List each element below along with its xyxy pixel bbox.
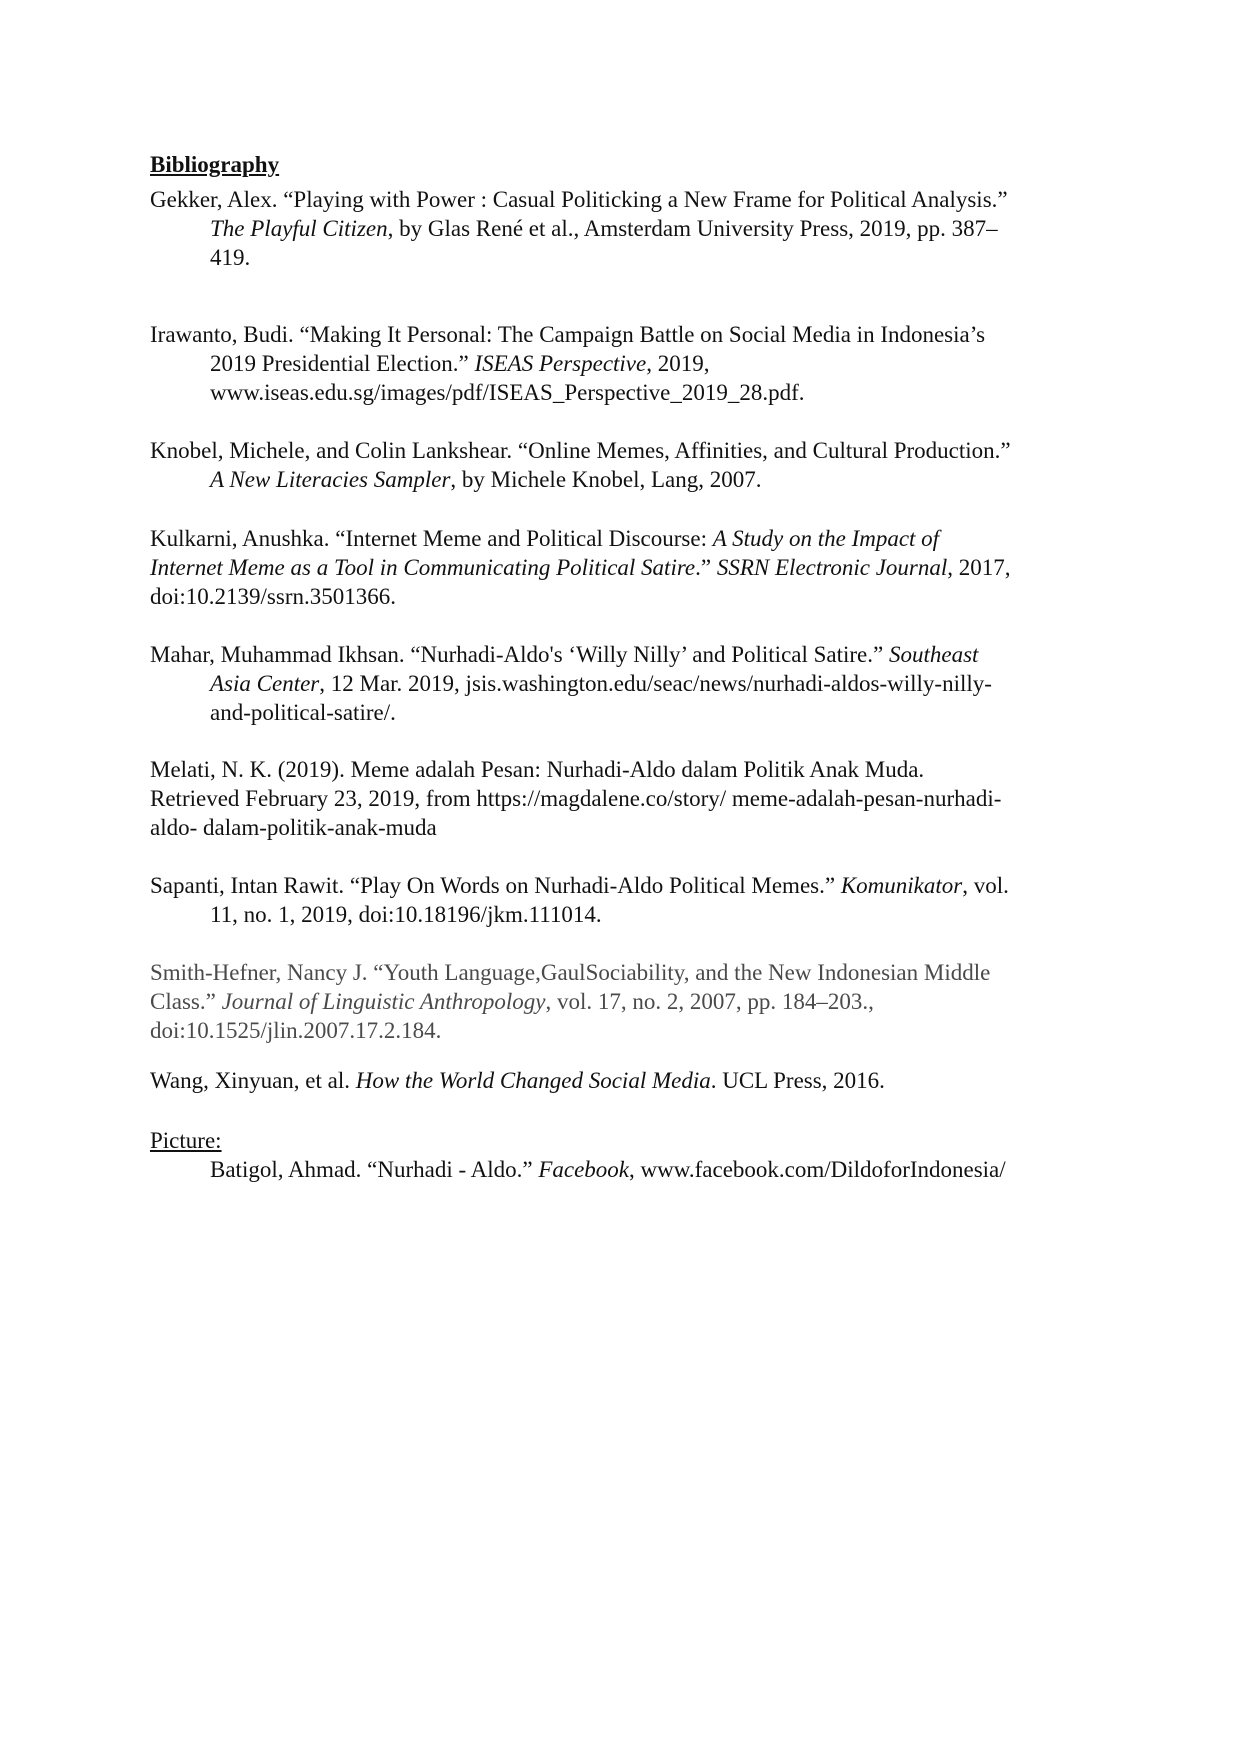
- bibliography-entry: [150, 640, 1100, 727]
- bibliography-entry: [150, 755, 1100, 842]
- entry-line: Irawanto, Budi. “Making It Personal: The Campaign Battle on Social Media in Indonesia’s: [150, 322, 986, 347]
- bibliography-entry: [150, 320, 1100, 407]
- bibliography-heading: Bibliography: [150, 152, 280, 177]
- entry-line: Sapanti, Intan Rawit. “Play On Words on Nurhadi-Aldo Political Memes.” Komunikator, vol.: [150, 873, 1009, 898]
- entry-line: aldo- dalam-politik-anak-muda: [150, 815, 437, 840]
- entry-line: Class.” Journal of Linguistic Anthropology, vol. 17, no. 2, 2007, pp. 184–203.,: [150, 989, 874, 1014]
- entry-line: Knobel, Michele, and Colin Lankshear. “Online Memes, Affinities, and Cultural Production.”: [150, 438, 1011, 463]
- entry-line: Internet Meme as a Tool in Communicating Political Satire.” SSRN Electronic Journal, 2017,: [150, 555, 1011, 580]
- picture-citation: Batigol, Ahmad. “Nurhadi - Aldo.” Facebook, www.facebook.com/DildoforIndonesia/: [210, 1157, 1006, 1182]
- entry-line: The Playful Citizen, by Glas René et al., Amsterdam University Press, 2019, pp. 387–: [210, 216, 998, 241]
- entry-line: Kulkarni, Anushka. “Internet Meme and Political Discourse: A Study on the Impact of: [150, 526, 940, 551]
- bibliography-entry: [150, 524, 1100, 611]
- entry-line: www.iseas.edu.sg/images/pdf/ISEAS_Perspective_2019_28.pdf.: [210, 380, 805, 405]
- entry-line: Wang, Xinyuan, et al. How the World Changed Social Media. UCL Press, 2016.: [150, 1068, 885, 1093]
- picture-label: Picture:: [150, 1128, 222, 1153]
- entry-line: Smith-Hefner, Nancy J. “Youth Language,GaulSociability, and the New Indonesian Middle: [150, 960, 991, 985]
- entry-line: doi:10.2139/ssrn.3501366.: [150, 584, 396, 609]
- entry-line: 2019 Presidential Election.” ISEAS Perspective, 2019,: [210, 351, 710, 376]
- bibliography-entry: [150, 185, 1100, 272]
- entry-line: doi:10.1525/jlin.2007.17.2.184.: [150, 1018, 442, 1043]
- entry-line: A New Literacies Sampler, by Michele Knobel, Lang, 2007.: [210, 467, 762, 492]
- entry-line: Melati, N. K. (2019). Meme adalah Pesan: Nurhadi-Aldo dalam Politik Anak Muda.: [150, 757, 925, 782]
- entry-line: and-political-satire/.: [210, 700, 396, 725]
- bibliography-entry: [150, 958, 1100, 1045]
- bibliography-entry: [150, 436, 1100, 494]
- bibliography-entry: [150, 871, 1100, 929]
- entry-line: 11, no. 1, 2019, doi:10.18196/jkm.111014.: [210, 902, 602, 927]
- entry-line: Asia Center, 12 Mar. 2019, jsis.washington.edu/seac/news/nurhadi-aldos-willy-nilly-: [210, 671, 992, 696]
- entry-line: Gekker, Alex. “Playing with Power : Casual Politicking a New Frame for Political Analysis.”: [150, 187, 1008, 212]
- entry-line: 419.: [210, 245, 251, 270]
- entry-line: Retrieved February 23, 2019, from https://magdalene.co/story/ meme-adalah-pesan-nurhadi-: [150, 786, 1002, 811]
- entry-line: Mahar, Muhammad Ikhsan. “Nurhadi-Aldo's ‘Willy Nilly’ and Political Satire.” Southeast: [150, 642, 979, 667]
- bibliography-entry: [150, 1066, 1100, 1095]
